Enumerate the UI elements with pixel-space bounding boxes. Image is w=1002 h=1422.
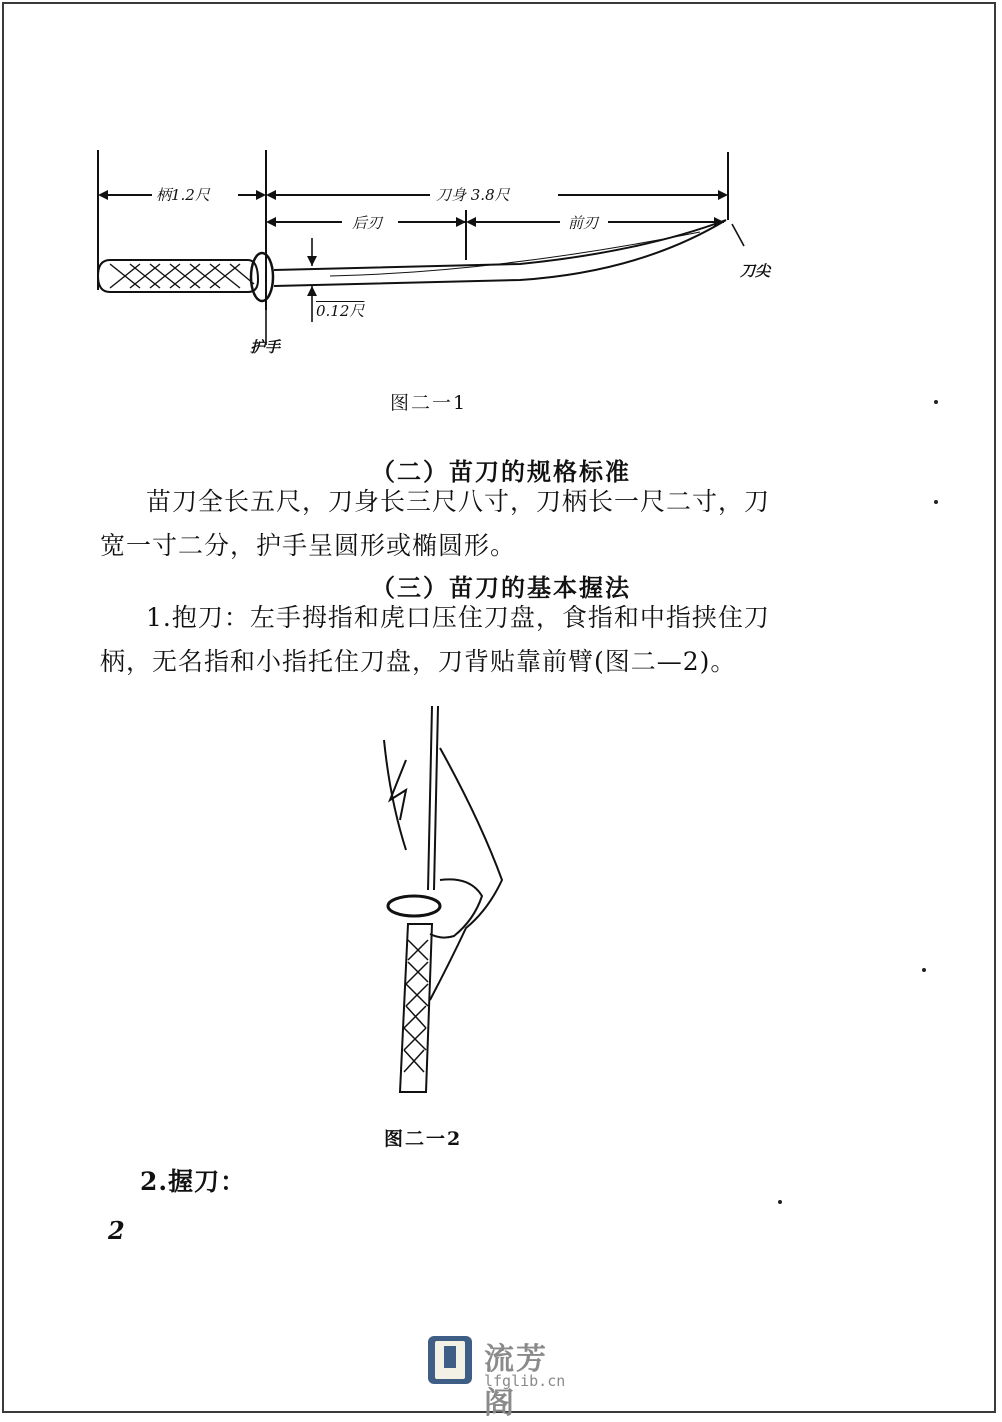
tip-label: 刀尖 (740, 262, 771, 280)
back-blade-arrow-left (266, 217, 276, 227)
section2-heading: （二）苗刀的规格标准 (371, 457, 631, 486)
front-blade-arrow-left (466, 217, 476, 227)
back-blade-label: 后刃 (352, 214, 383, 232)
handle-wrap (404, 940, 428, 1072)
guard-shape (251, 253, 273, 301)
front-blade-arrow-right (714, 217, 724, 227)
guard-disc (388, 896, 440, 916)
handle-arrow-right (256, 190, 266, 200)
width-arrowhead-top (307, 256, 317, 266)
width-arrowhead-bottom (307, 286, 317, 296)
scan-speck (934, 400, 938, 404)
sleeve-folds (390, 760, 406, 820)
guard-label: 护手 (250, 338, 281, 356)
blade-width-label: 0.12尺 (316, 302, 365, 320)
section3-item1: 1.抱刀：左手拇指和虎口压住刀盘，食指和中指挟住刀柄，无名指和小指托住刀盘，刀背贴靠前臂(图二—2)。 (100, 603, 770, 676)
scan-speck (922, 968, 926, 972)
handle-arrow-left (98, 190, 108, 200)
tip-pointer-line (732, 224, 744, 246)
book-icon (428, 1336, 472, 1384)
page-number: 2 (108, 1216, 125, 1245)
back-blade-arrow-right (456, 217, 466, 227)
figure1-caption: 图二一1 (390, 392, 468, 414)
handle-length-label: 柄1.2尺 (156, 186, 210, 204)
handle-outline (400, 924, 432, 1092)
figure2-caption: 图二一2 (384, 1128, 463, 1150)
blade-length-label: 刀身 3.8尺 (436, 186, 510, 204)
item2-text: 2.握刀： (140, 1167, 247, 1196)
blade-line-a (428, 706, 432, 890)
scan-speck (778, 1200, 782, 1204)
holding-sword-figure (370, 700, 520, 1100)
site-url: lfglib.cn (484, 1372, 566, 1390)
footer-logo (428, 1334, 578, 1421)
section3-heading: （三）苗刀的基本握法 (371, 573, 631, 602)
blade-arrow-left (266, 190, 276, 200)
handle-wrap-pattern (110, 264, 254, 288)
front-blade-label: 前刃 (568, 214, 599, 232)
site-name: 流芳阁 (484, 1342, 548, 1421)
scan-speck (934, 500, 938, 504)
blade-line-b (434, 706, 438, 890)
sword-diagram-figure (80, 140, 820, 370)
forearm-outline (384, 740, 502, 1000)
section2-paragraph: 苗刀全长五尺，刀身长三尺八寸，刀柄长一尺二寸，刀宽一寸二分，护手呈圆形或椭圆形。 (100, 487, 771, 560)
blade-ridge (330, 232, 700, 276)
blade-arrow-right (718, 190, 728, 200)
